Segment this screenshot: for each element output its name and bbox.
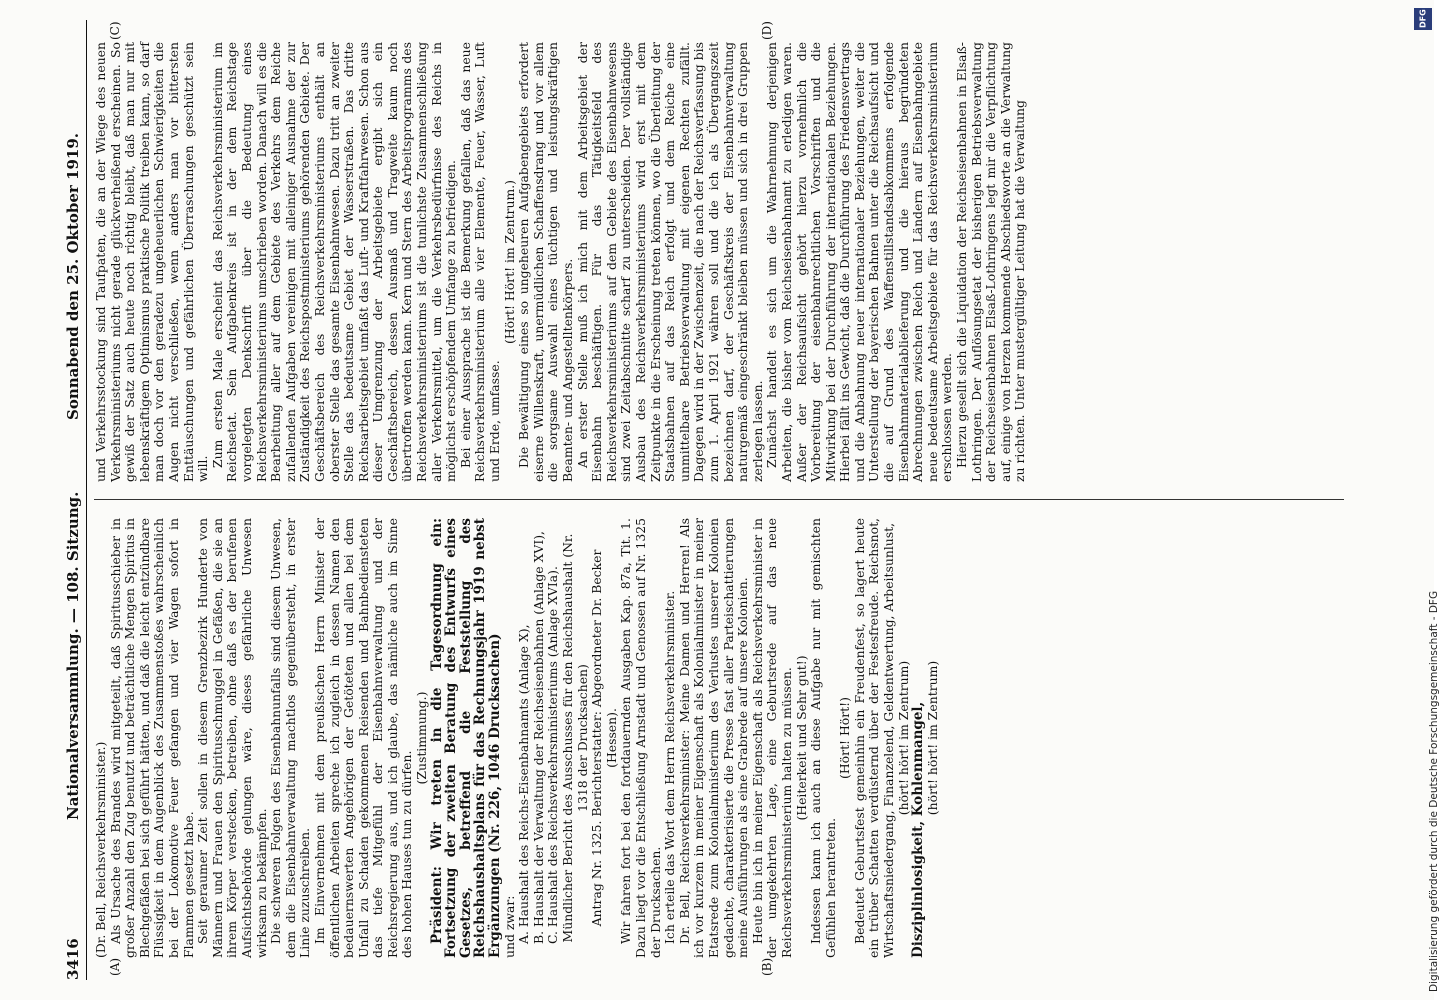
- paragraph: Die schweren Folgen des Eisenbahnunfalls sind diesem Unwesen, dem die Eisenbahnverwaltung machtlos gegenübersteht, in erster Linie zuzuschreiben.: [268, 518, 313, 958]
- paragraph: Hierzu gesellt sich die Liquidation der Reichseisenbahnen in Elsaß-Lothringen. Der Auflösungsetat der bisherigen Betriebsverwaltung der Reichseisenbahnen Elsaß-Lothringens legt mir die Verpflichtung auf, einige von Herzen kommende Abschiedsworte an die Verwaltung zu richten. Unter mustergültiger Leitung hat die Verwaltung: [954, 42, 1028, 482]
- column-rule: [94, 499, 1344, 500]
- paragraph: Zunächst handelt es sich um die Wahrnehmung derjenigen Arbeiten, die bisher vom Reichseisenbahnamt zu erledigen waren. Außer der Reichsaufsicht gehört hierzu vornehmlich die Vorbereitung der eisenbahnrechtlichen Vorschriften und die Mitwirkung bei der Durchführung der internationalen Beziehungen. Hierbei fällt ins Gewicht, daß die Durchführung des Friedensvertrags und die Anbahnung neuer internationaler Beziehungen, weiter die Unterstellung der bayerischen Bahnen unter die Reichsaufsicht und die auf Grund des Waffenstillstandsabkommens erfolgende Eisenbahnmaterialablieferung und die hieraus begründeten Abrechnungen zwischen Reich und Ländern auf Eisenbahngebiete neue bedeutsame Arbeitsgebiete für das Reichsverkehrsministerium erschlossen werden.: [764, 42, 955, 482]
- text-column-right: [94, 42, 1354, 482]
- header-right-date: Sonnabend den 25. Oktober 1919.: [64, 132, 82, 420]
- interjection: (Heiterkeit und Sehr gut!): [793, 655, 809, 821]
- text-column-left: [94, 518, 1354, 958]
- margin-mark-b: (B): [760, 957, 774, 976]
- digitization-note: Digitalisierung gefördert durch die Deutsche Forschungsgemeinschaft - DFG: [1428, 590, 1440, 992]
- paragraph: und Verkehrsstockung sind Taufpaten, die an der Wiege des neuen Verkehrsministeriums nicht gerade glückverheißend erscheinen. So gewiß der Satz auch heute noch richtig bleibt, daß man nur mit lebenskräftigem Optimismus praktische Politik treiben kann, so darf man doch vor den geradezu ungeheuerlichen Schwierigkeiten die Augen nicht verschließen, wenn anders man vor bittersten Enttäuschungen und gefährlichen Überraschungen geschützt sein will.: [93, 42, 211, 482]
- page-header: [60, 20, 87, 980]
- header-left-title: Nationalversammlung. — 108. Sitzung.: [64, 491, 82, 820]
- paragraph: Mündlicher Bericht des Ausschusses für den Reichshaushalt (Nr. 1318 der Drucksachen): [560, 533, 590, 943]
- interjection: (Hört! Hört!): [837, 697, 853, 779]
- paragraph: Disziplinlosigkeit, Kohlenmangel,: [910, 701, 927, 958]
- interjection: (Hört! Hört! im Zentrum.): [501, 180, 517, 344]
- paragraph: Die Bewältigung eines so ungeheuren Aufgabengebiets erfordert eiserne Willenskraft, unermüdlichen Schaffensdrang und vor allem die sorgsame Auswahl eines tüchtigen und leistungskräftigen Beamten- und Angestelltenkörpers.: [516, 42, 575, 482]
- margin-mark-a: (A): [108, 957, 122, 976]
- dfg-logo: DFG: [1414, 8, 1432, 30]
- paragraph: Bei einer Aussprache ist die Bemerkung gefallen, daß das neue Reichsverkehrsministerium alle vier Elemente, Feuer, Wasser, Luft und Erde, umfasse.: [457, 42, 503, 482]
- page-number: 3416: [64, 938, 82, 980]
- agenda-item: B. Haushalt der Verwaltung der Reichseisenbahnen (Anlage XVI),: [530, 531, 546, 944]
- paragraph: und zwar:: [501, 895, 517, 958]
- margin-mark-d: (D): [760, 21, 774, 40]
- interjection: (Zustimmung.): [414, 691, 430, 785]
- paragraph: Im Einvernehmen mit dem preußischen Herrn Minister der öffentlichen Arbeiten spreche ich zugleich in dessen Namen den bedauernswerten Angehörigen der Getöteten und allen bei dem Unfall zu Schaden gekommenen Reisenden und Bahnbediensteten das tiefe Mitgefühl der Eisenbahnverwaltung und der Reichsregierung aus, und ich glaube, das nämliche auch im Sinne des hohen Hauses tun zu dürfen.: [311, 518, 415, 958]
- interjection: (hört! hört! im Zentrum): [895, 660, 911, 816]
- paragraph: Präsident: Wir treten in die Tagesordnung ein: Fortsetzung der zweiten Beratung des Entwurfs eines Gesetzes, betreffend die Feststellung des Reichshaushaltsplans für das Rechnungsjahr 1919 nebst Ergänzungen (Nr. 226, 1046 Drucksachen): [428, 518, 504, 958]
- agenda-item: A. Haushalt des Reichs-Eisenbahnamts (Anlage X),: [516, 624, 532, 944]
- paragraph: Wir fahren fort bei den fortdauernden Ausgaben Kap. 87a, Tit. 1. Dazu liegt vor die Entschließung Arnstadt und Genossen auf Nr. 1325 der Drucksachen.: [618, 518, 663, 958]
- paragraph: Dr. Bell, Reichsverkehrsminister: Meine Damen und Herren! Als ich vor kurzem in meiner Eigenschaft als Kolonialminister in meiner Etatsrede zum Kolonialministerium des Verlustes unserer Kolonien gedachte, charakterisierte die Presse fast aller Parteischattierungen meine Ausführungen als eine Grabrede auf unsere Kolonien.: [676, 518, 751, 958]
- paragraph: Heute bin ich in meiner Eigenschaft als Reichsverkehrsminister in der umgekehrten Lage, eine Geburtsrede auf das neue Reichsverkehrsministerium halten zu müssen.: [749, 518, 794, 958]
- interjection: (hört! hört! im Zentrum): [924, 660, 940, 816]
- paragraph: Als Ursache des Brandes wird mitgeteilt, daß Spiritusschieber in großer Anzahl den Zug benutzt und beträchtliche Mengen Spiritus in Blechgefäßen bei sich geführt hätten, und daß die leicht entzündbare Flüssigkeit in dem Augenblick des Zusammenstoßes wahrscheinlich bei der Lokomotive Feuer gefangen und vier Wagen sofort in Flammen gesetzt habe.: [107, 518, 196, 958]
- paragraph: Bedeutet Geburtsfest gemeinhin ein Freudenfest, so lagert heute ein trüber Schatten verdüsternd über der Festesfreude. Reichsnot, Wirtschaftsniedergang, Finanzelend, Geldentwertung, Arbeitsunlust,: [851, 518, 897, 958]
- paragraph: Indessen kann ich auch an diese Aufgabe nur mit gemischten Gefühlen herantreten.: [808, 518, 838, 958]
- paragraph: An erster Stelle muß ich mich mit dem Arbeitsgebiet der Eisenbahn beschäftigen. Für das Tätigkeitsfeld des Reichsverkehrsministeriums auf dem Gebiete des Eisenbahnwesens sind zwei Zeitabschnitte scharf zu unterscheiden. Der vollständige Ausbau des Reichsverkehrsministeriums wird erst mit dem Zeitpunkte in die Erscheinung treten können, wo die Überleitung der Staatsbahnen auf das Reich erfolgt und dem Reiche eine unmittelbare Betriebsverwaltung mit eigenen Rechten zufällt. Dagegen wird in der Zwischenzeit, die nach der Reichsverfassung bis zum 1. April 1921 währen soll und die ich als Übergangszeit bezeichnen darf, der Geschäftskreis der Eisenbahnverwaltung naturgemäß eingeschränkt bleiben müssen und sich in drei Gruppen zerlegen lassen.: [574, 42, 765, 482]
- agenda-item: C. Haushalt des Reichsverkehrsministeriums (Anlage XVIa).: [545, 566, 561, 944]
- paragraph: Zum ersten Male erscheint das Reichsverkehrsministerium im Reichsetat. Sein Aufgabenkreis ist in der dem Reichstage vorgelegten Denkschrift über die Bedeutung eines Reichsverkehrsministeriums umschrieben worden. Danach will es die Bearbeitung aller auf dem Gebiete des Verkehrs dem Reiche zufallenden Aufgaben vereinigen mit alleiniger Ausnahme der zur Zuständigkeit des Reichspostministeriums gehörenden Gebiete. Der Geschäftsbereich des Reichsverkehrsministeriums enthält an oberster Stelle das gesamte Eisenbahnwesen. Dazu tritt an zweiter Stelle das bedeutsame Gebiet der Wasserstraßen. Das dritte Reichsarbeitsgebiet umfaßt das Luft- und Kraftfahrwesen. Schon aus dieser Umgrenzung der Arbeitsgebiete ergibt sich ein Geschäftsbereich, dessen Ausmaß und Tragweite kaum noch übertroffen werden kann. Kern und Stern des Arbeitsprogramms des Reichsverkehrsministeriums ist die tunlichste Zusammenschließung aller Verkehrsmittel, um die Verkehrsbedürfnisse des Reichs in möglichst erschöpfendem Umfange zu befriedigen.: [209, 42, 459, 482]
- rotated-newspaper-page: [60, 20, 1380, 980]
- margin-mark-c: (C): [108, 21, 122, 40]
- paragraph: Antrag Nr. 1325. Berichterstatter: Abgeordneter Dr. Becker (Hessen).: [589, 549, 619, 927]
- paragraph: Seit geraumer Zeit sollen in diesem Grenzbezirk Hunderte von Männern und Frauen den Spiritusschmuggel in Gefäßen, die sie an ihrem Körper verstecken, betreiben, ohne daß es der berufenen Aufsichtsbehörde gelungen wäre, dieses gefährliche Unwesen wirksam zu bekämpfen.: [195, 518, 269, 958]
- paragraph: (Dr. Bell, Reichsverkehrsminister.): [93, 741, 108, 958]
- paragraph: Ich erteile das Wort dem Herrn Reichsverkehrsminister.: [662, 590, 678, 944]
